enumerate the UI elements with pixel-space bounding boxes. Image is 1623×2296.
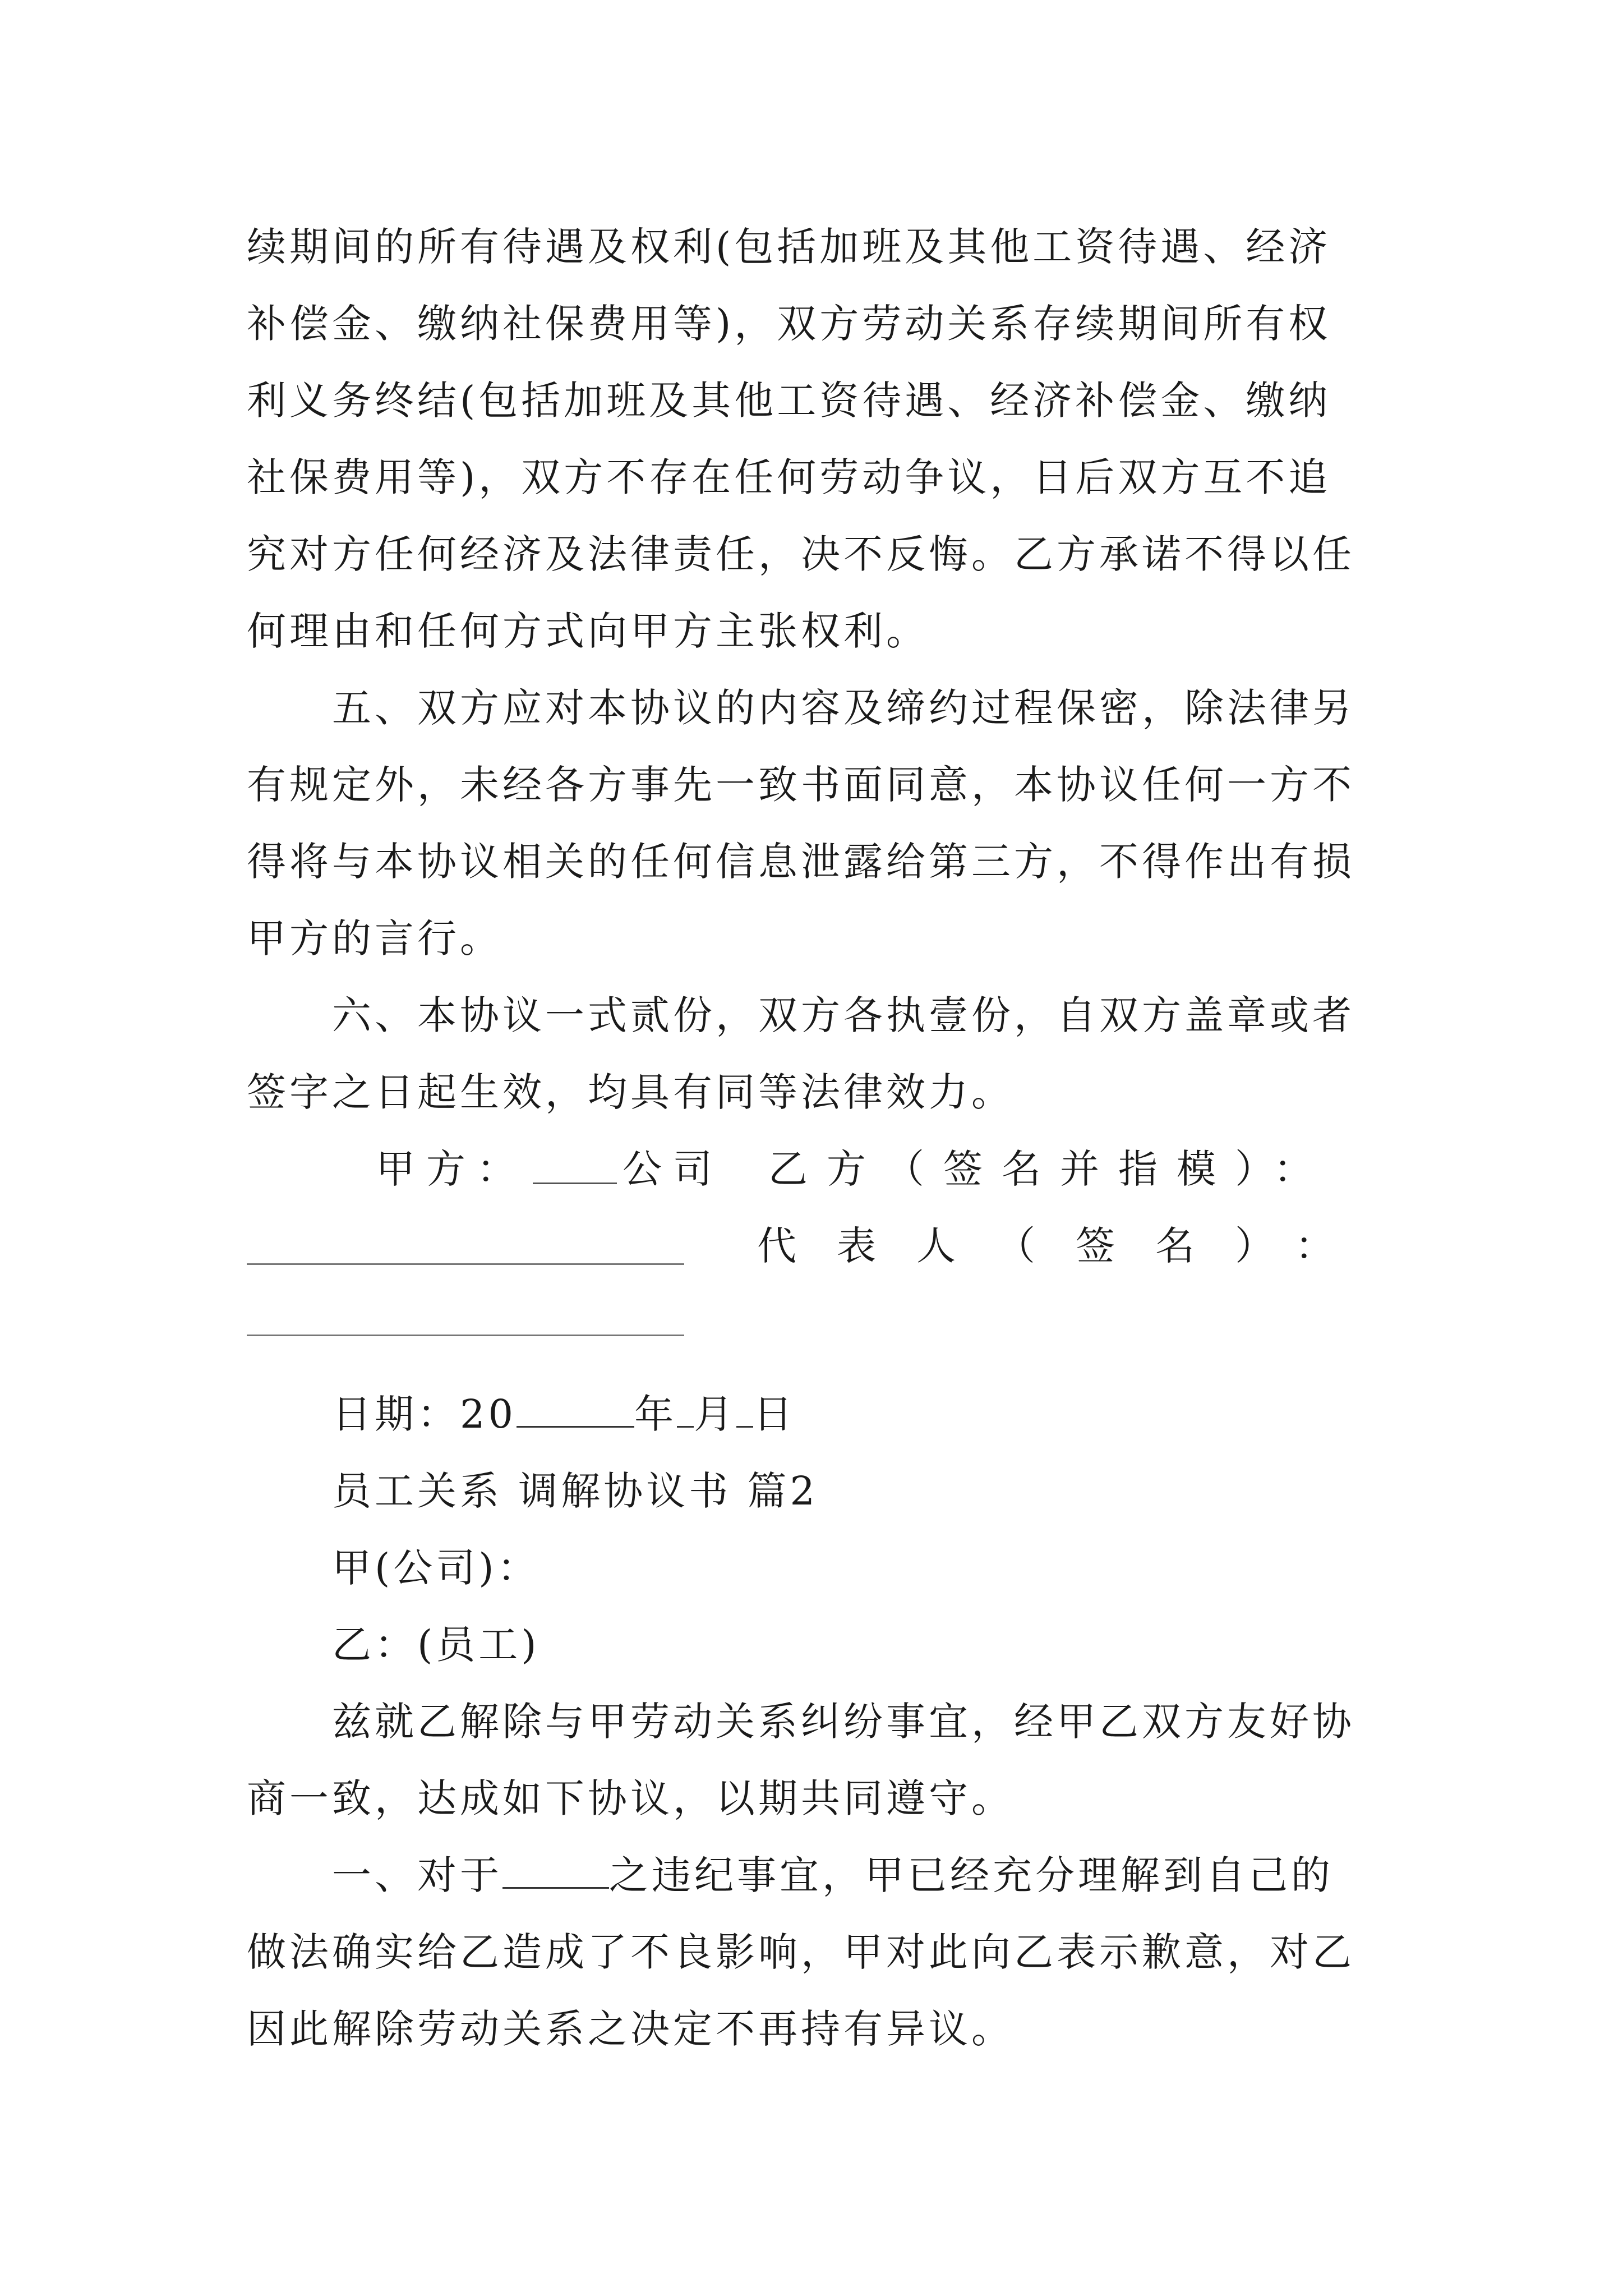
signature-parties-row — [247, 1131, 1380, 1208]
date-day-blank — [736, 1393, 753, 1428]
signature-block — [247, 1131, 1380, 1453]
party-b-signature-line — [247, 1227, 684, 1265]
text-line: 何理由和任何方式向甲方主张权利。 — [247, 608, 929, 654]
text-line: 得将与本协议相关的任何信息泄露给第三方，不得作出有损 — [247, 839, 1355, 885]
text-line: 利义务终结(包括加班及其他工资待遇、经济补偿金、缴纳 — [247, 378, 1331, 424]
party-b-line: 乙：(员工) — [332, 1622, 540, 1668]
party-b-label: 乙方（签名并指模）： — [768, 1146, 1332, 1192]
text-line: 做法确实给乙造成了不良影响，甲对此向乙表示歉意，对乙 — [247, 1929, 1355, 1975]
paragraph-clause-6 — [247, 977, 1380, 1131]
paragraph-clause-4-continued — [247, 209, 1380, 670]
item-1-suffix: 之违纪事宜，甲已经充分理解到自己的 — [609, 1852, 1334, 1898]
text-line: 有规定外，未经各方事先一致书面同意，本协议任何一方不 — [247, 762, 1355, 808]
paragraph-clause-5 — [247, 670, 1380, 977]
representative-row — [247, 1208, 1380, 1285]
date-row — [247, 1376, 1380, 1453]
text-line: 六、本协议一式贰份，双方各执壹份，自双方盖章或者 — [332, 992, 1355, 1038]
document-body — [247, 209, 1380, 2068]
date-month-blank — [677, 1393, 694, 1428]
representative-label: 代表人（签名）： — [757, 1223, 1375, 1269]
text-line: 兹就乙解除与甲劳动关系纠纷事宜，经甲乙双方友好协 — [332, 1699, 1355, 1745]
date-label: 日期：20 — [332, 1391, 517, 1437]
date-month-label: 月 — [694, 1391, 737, 1437]
text-line: 续期间的所有待遇及权利(包括加班及其他工资待遇、经济 — [247, 224, 1331, 270]
section-2 — [247, 1453, 1380, 2068]
item-1-prefix: 一、对于 — [332, 1852, 502, 1898]
date-year-label: 年 — [634, 1391, 677, 1437]
text-line: 甲方的言行。 — [247, 915, 502, 961]
text-line: 究对方任何经济及法律责任，决不反悔。乙方承诺不得以任 — [247, 531, 1355, 577]
text-line: 因此解除劳动关系之决定不再持有异议。 — [247, 2006, 1014, 2052]
text-line: 签字之日起生效，均具有同等法律效力。 — [247, 1069, 1014, 1115]
party-a-company-label: 公司 — [623, 1146, 723, 1192]
item-1-blank — [502, 1855, 609, 1889]
date-day-label: 日 — [753, 1391, 796, 1437]
date-year-blank — [517, 1393, 634, 1428]
section-heading: 员工关系 调解协议书 篇2 — [332, 1468, 819, 1514]
party-a-company-blank — [533, 1154, 617, 1184]
representative-signature-line — [247, 1290, 684, 1336]
party-a-line: 甲(公司)： — [332, 1545, 540, 1591]
representative-signature-row — [247, 1285, 1380, 1361]
text-line: 商一致，达成如下协议，以期共同遵守。 — [247, 1775, 1014, 1821]
party-a-label: 甲方： — [376, 1146, 527, 1192]
text-line: 五、双方应对本协议的内容及缔约过程保密，除法律另 — [332, 685, 1355, 731]
text-line: 补偿金、缴纳社保费用等)，双方劳动关系存续期间所有权 — [247, 301, 1331, 347]
item-1-first-line — [247, 1837, 1380, 1914]
text-line: 社保费用等)，双方不存在任何劳动争议，日后双方互不追 — [247, 454, 1331, 500]
